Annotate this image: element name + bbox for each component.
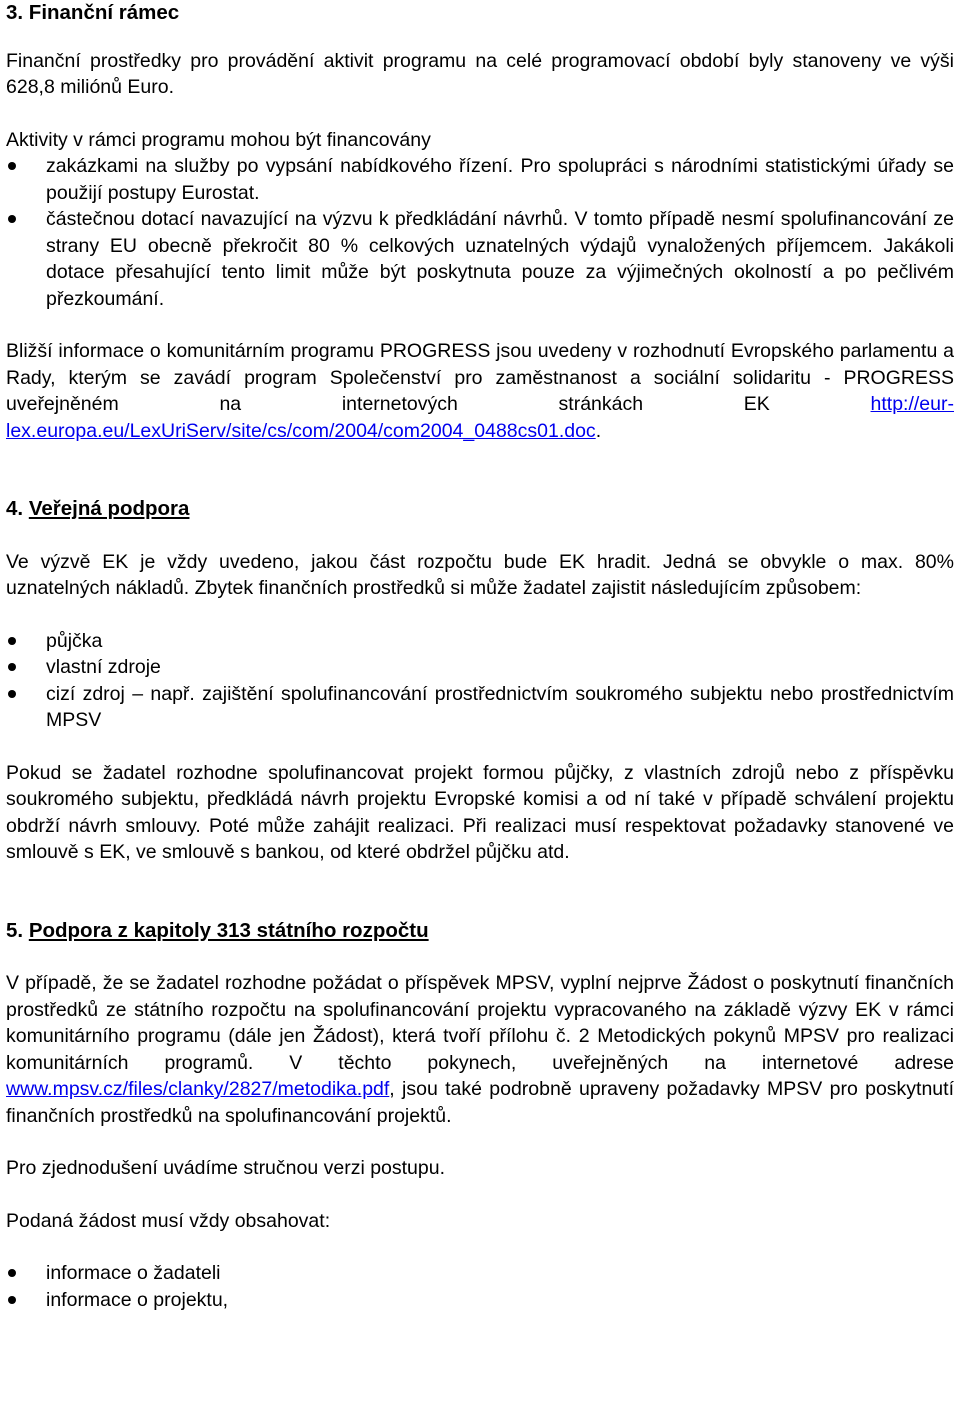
section-3-bullet-list — [6, 153, 954, 312]
eur-lex-link[interactable]: http://eur-lex.europa.eu/LexUriServ/site/cs/com/2004/com2004_0488cs01.doc — [6, 393, 954, 442]
section-5-paragraph-requirements: Podaná žádost musí vždy obsahovat: — [6, 1209, 331, 1232]
document-page — [6, 0, 954, 1313]
section-5-paragraph-simplification: Pro zjednodušení uvádíme stručnou verzi postupu. — [6, 1157, 446, 1179]
section-4-heading — [6, 496, 954, 523]
list-item: vlastní zdroje — [6, 654, 954, 681]
section-4-paragraph-intro: Ve výzvě EK je vždy uvedeno, jakou část rozpočtu bude EK hradit. Jedná se obvykle o max. 80% uznatelných nákladů. Zbytek finančních prostředků si může žadatel zajistit následujícím způsobem: — [6, 550, 954, 599]
section-5-paragraph-mpsv — [6, 970, 954, 1129]
section-3-paragraph-financing: Aktivity v rámci programu mohou být financovány — [6, 128, 431, 151]
section-5-heading — [6, 918, 954, 945]
section-4-bullet-list — [6, 628, 954, 734]
mpsv-text-end: , jsou také podrobně upraveny požadavky MPSV pro poskytnutí finančních prostředků na spolufinancování projektů. — [6, 1078, 954, 1127]
list-item: cizí zdroj – např. zajištění spolufinancování prostřednictvím soukromého subjektu nebo prostřednictvím MPSV — [6, 681, 954, 734]
mpsv-text-start: V případě, že se žadatel rozhodne požádat o příspěvek MPSV, vyplní nejprve Žádost o poskytnutí finančních prostředků ze státního rozpočtu na spolufinancování projektu vypracovaného na základě výzvy EK v rámci komunitárního programu (dále jen Žádost), která tvoří přílohu č. 2 Metodických pokynů MPSV pro realizaci komunitárních programů. V těchto pokynech, uveřejněných na internetové adrese — [6, 972, 954, 1074]
list-item: informace o žadateli — [6, 1260, 954, 1287]
list-item: půjčka — [6, 628, 954, 655]
list-item: informace o projektu, — [6, 1287, 954, 1314]
progress-info-end: . — [595, 419, 602, 442]
section-4-number: 4. — [6, 497, 24, 520]
mpsv-metodika-link[interactable]: www.mpsv.cz/files/clanky/2827/metodika.pdf — [6, 1078, 390, 1100]
section-4-paragraph-loan: Pokud se žadatel rozhodne spolufinancovat projekt formou půjčky, z vlastních zdrojů nebo z příspěvku soukromého subjektu, předkládá návrh projektu Evropské komisi a od ní také v případě schválení projektu obdrží návrh smlouvy. Poté může zahájit realizaci. Při realizaci musí respektovat požadavky stanovené ve smlouvě s EK, ve smlouvě s bankou, od které obdržel půjčku atd. — [6, 761, 954, 863]
section-5-title: Podpora z kapitoly 313 státního rozpočtu — [28, 918, 429, 942]
section-5-bullet-list — [6, 1260, 954, 1313]
section-3-heading: 3. Finanční rámec — [6, 1, 180, 24]
section-3-paragraph-budget: Finanční prostředky pro provádění aktivit programu na celé programovací období byly stanoveny ve výši 628,8 miliónů Euro. — [6, 49, 954, 98]
section-4-title: Veřejná podpora — [28, 497, 190, 520]
progress-info-text: Bližší informace o komunitárním programu PROGRESS jsou uvedeny v rozhodnutí Evropského parlamentu a Rady, kterým se zavádí program Společenství pro zaměstnanost a sociální solidaritu - PROGRESS uveřejněném na internetových stránkách EK — [6, 340, 954, 415]
section-5-number: 5. — [6, 918, 24, 942]
list-item: zakázkami na služby po vypsání nabídkového řízení. Pro spolupráci s národními statistickými úřady se použijí postupy Eurostat. — [6, 153, 954, 206]
list-item: částečnou dotací navazující na výzvu k předkládání návrhů. V tomto případě nesmí spolufinancování ze strany EU obecně překročit 80 % celkových uznatelných výdajů vynaložených příjemcem. Jakákoli dotace přesahující tento limit může být poskytnuta pouze za výjimečných okolností a po pečlivém přezkoumání. — [6, 206, 954, 312]
section-3-paragraph-progress — [6, 338, 954, 444]
